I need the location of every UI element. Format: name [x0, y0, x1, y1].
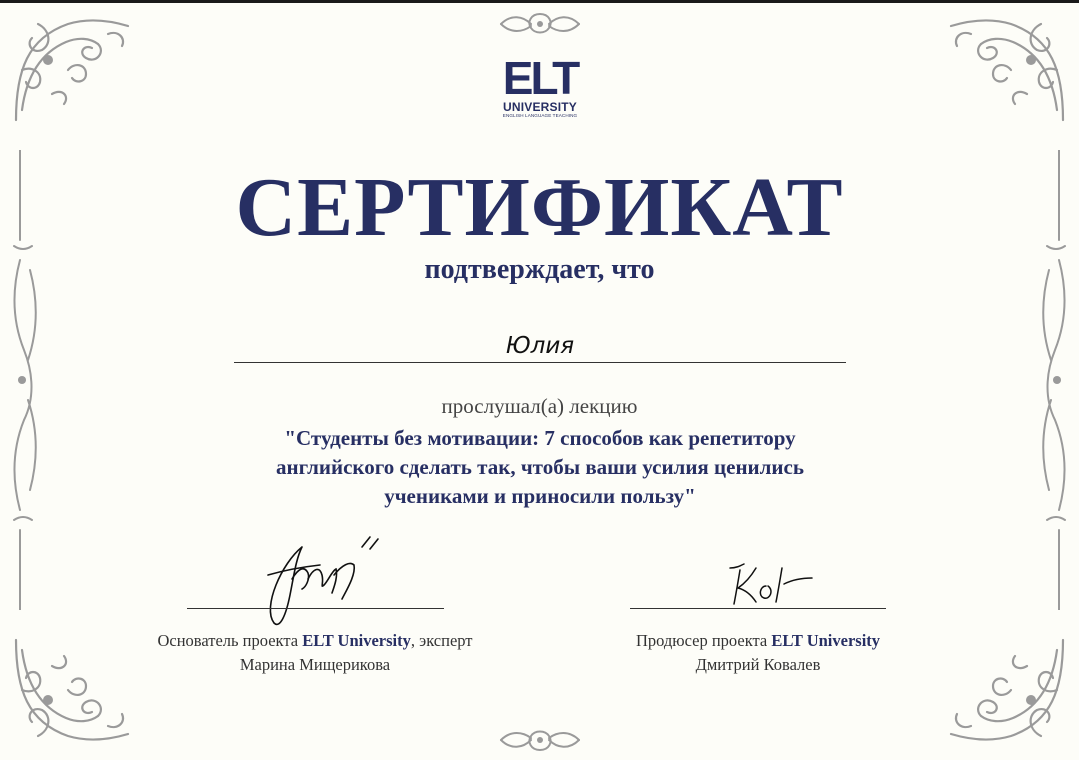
- logo-subtitle-text: ENGLISH LANGUAGE TEACHING: [502, 113, 578, 118]
- producer-role-prefix: Продюсер проекта: [635, 631, 772, 650]
- elt-university-logo: [500, 52, 580, 119]
- founder-role-prefix: Основатель проекта: [157, 631, 303, 650]
- signature-founder-icon: [262, 535, 387, 630]
- producer-role-brand: ELT University: [771, 631, 881, 650]
- lecture-title-line: "Студенты без мотивации: 7 способов как репетитору: [284, 426, 796, 450]
- founder-role-suffix: , эксперт: [410, 631, 473, 650]
- top-center-ornament-icon: [497, 8, 583, 40]
- confirms-text: подтверждает, что: [424, 254, 655, 285]
- signature-producer-icon: [726, 560, 816, 610]
- recipient-name-underline: [234, 362, 846, 363]
- founder-name: Марина Мищерикова: [239, 655, 391, 674]
- logo-university-text: UNIVERSITY: [502, 100, 577, 114]
- corner-ornament-bottom-right-icon: [941, 630, 1071, 750]
- signature-line-producer: [630, 608, 886, 609]
- lecture-title: [230, 424, 850, 511]
- signature-line-founder: [187, 608, 444, 609]
- producer-name: Дмитрий Ковалев: [695, 655, 821, 674]
- certificate-title: СЕРТИФИКАТ: [235, 161, 844, 254]
- listened-text: прослушал(а) лекцию: [441, 394, 638, 418]
- corner-ornament-top-right-icon: [941, 10, 1071, 130]
- producer-role: [580, 629, 936, 653]
- founder-caption: [110, 629, 520, 677]
- lecture-title-line: английского сделать так, чтобы ваши усилия ценились: [276, 455, 804, 479]
- recipient-name: Юлия: [505, 333, 575, 359]
- logo-main-text: ELT: [502, 52, 578, 104]
- producer-caption: [580, 629, 936, 677]
- founder-role-brand: ELT University: [302, 631, 411, 650]
- bottom-center-ornament-icon: [497, 724, 583, 756]
- corner-ornament-top-left-icon: [8, 10, 138, 130]
- founder-role: [110, 629, 520, 653]
- top-edge-bar: [0, 0, 1079, 3]
- lecture-title-line: учениками и приносили пользу": [384, 484, 696, 508]
